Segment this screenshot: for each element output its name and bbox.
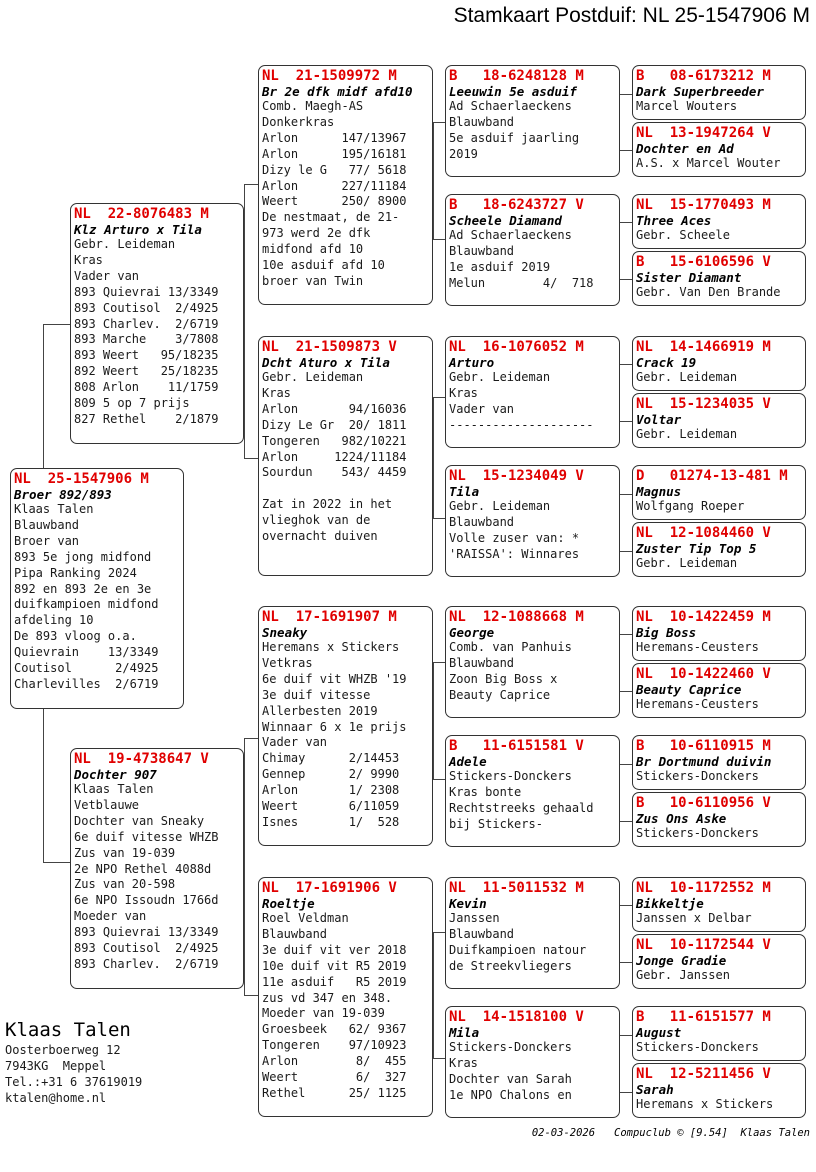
info-line: Donkerkras xyxy=(262,114,335,129)
pigeon-card-g6[interactable] xyxy=(632,393,806,448)
pigeon-name: Zuster Tip Top 5 xyxy=(636,541,757,556)
ring-number: NL 25-1547906 M xyxy=(14,471,149,487)
info-line: Quievrain 13/3349 xyxy=(14,645,159,660)
info-line: 892 Weert 25/18235 xyxy=(74,364,219,379)
info-line: Heremans x Stickers xyxy=(262,640,400,654)
connector-line xyxy=(620,279,632,280)
info-line: Ad Schaerlaeckens xyxy=(449,228,572,242)
info-line: 893 Coutisol 2/4925 xyxy=(74,300,219,315)
pigeon-name: Beauty Caprice xyxy=(636,682,742,697)
info-line: Gebr. Van Den Brande xyxy=(636,285,781,299)
connector-line xyxy=(433,1058,445,1059)
pigeon-card-mfm[interactable] xyxy=(445,735,620,847)
connector-line xyxy=(433,122,445,123)
info-line: Charlevilles 2/6719 xyxy=(14,676,159,691)
pigeon-card-fmm[interactable] xyxy=(445,465,620,577)
info-line: Arlon 8/ 455 xyxy=(262,1054,407,1069)
pigeon-card-g8[interactable] xyxy=(632,522,806,577)
connector-line xyxy=(244,738,258,739)
ring-number: NL 17-1691906 V xyxy=(262,880,397,896)
pigeon-name: Dochter 907 xyxy=(74,767,157,782)
pigeon-card-mff[interactable] xyxy=(445,606,620,718)
connector-line xyxy=(620,150,632,151)
info-line: Stickers-Donckers xyxy=(636,769,759,783)
info-line: Moeder van xyxy=(74,909,147,924)
ring-number: NL 17-1691907 M xyxy=(262,609,397,625)
pigeon-card-subject[interactable] xyxy=(10,468,184,709)
info-line xyxy=(262,481,429,497)
ring-number: NL 13-1947264 V xyxy=(636,125,771,141)
info-line: Duifkampioen natour xyxy=(449,942,587,957)
ring-number: NL 15-1770493 M xyxy=(636,197,771,213)
info-line: Vader van xyxy=(262,735,328,750)
connector-line xyxy=(433,662,434,779)
pigeon-name: Adele xyxy=(449,754,487,769)
pigeon-name: Sister Diamant xyxy=(636,270,742,285)
info-line: Gebr. Scheele xyxy=(636,228,730,242)
connector-line xyxy=(620,494,632,495)
info-line: Gebr. Leideman xyxy=(449,370,551,384)
info-line: Arlon 94/16036 xyxy=(262,401,407,416)
info-line: Isnes 1/ 528 xyxy=(262,814,400,829)
pigeon-card-g3[interactable] xyxy=(632,194,806,249)
info-line: Gebr. Leideman xyxy=(636,556,738,570)
info-line: Heremans x Stickers xyxy=(636,1097,774,1111)
connector-line xyxy=(244,458,258,459)
pigeon-name: Mila xyxy=(449,1025,480,1040)
pigeon-card-g7[interactable] xyxy=(632,465,806,520)
info-line: Comb. van Panhuis xyxy=(449,640,572,654)
connector-line xyxy=(433,932,434,1058)
info-line: Klaas Talen xyxy=(14,502,94,516)
info-line: Vader van xyxy=(449,401,515,416)
info-line: Rethel 25/ 1125 xyxy=(262,1085,407,1100)
info-line: Ad Schaerlaeckens xyxy=(449,99,572,113)
info-line: Vader van xyxy=(74,268,140,283)
info-line: Beauty Caprice xyxy=(449,687,551,702)
pigeon-name: Roeltje xyxy=(262,896,315,911)
pigeon-name: Voltar xyxy=(636,412,682,427)
info-line: Comb. Maegh-AS xyxy=(262,99,364,113)
info-line: 973 werd 2e dfk xyxy=(262,226,371,241)
ring-number: NL 10-1172544 V xyxy=(636,937,771,953)
info-line: Janssen xyxy=(449,911,500,925)
pigeon-card-g5[interactable] xyxy=(632,336,806,391)
pigeon-card-g13[interactable] xyxy=(632,877,806,932)
info-line: 893 Charlev. 2/6719 xyxy=(74,316,219,331)
connector-line xyxy=(620,364,632,365)
ring-number: NL 15-1234035 V xyxy=(636,396,771,412)
info-line: Gebr. Leideman xyxy=(74,237,176,251)
ring-number: B 18-6248128 M xyxy=(449,68,584,84)
pigeon-card-g2[interactable] xyxy=(632,122,806,177)
connector-line xyxy=(43,324,71,325)
info-line: duifkampioen midfond xyxy=(14,597,159,612)
info-line: 5e asduif jaarling xyxy=(449,130,580,145)
pigeon-card-mm[interactable] xyxy=(258,877,433,1117)
connector-line xyxy=(433,397,434,518)
owner-email[interactable]: ktalen@home.nl xyxy=(5,1091,107,1105)
info-line: overnacht duiven xyxy=(262,529,378,544)
info-line: Kras xyxy=(449,385,478,400)
info-line: Dizy Le Gr 20/ 1811 xyxy=(262,417,407,432)
pigeon-name: Dochter en Ad xyxy=(636,141,734,156)
info-line: 808 Arlon 11/1759 xyxy=(74,380,219,395)
footer-credits: 02-03-2026 Compuclub © [9.54] Klaas Talen xyxy=(531,1127,810,1139)
info-line: Blauwband xyxy=(449,655,515,670)
info-line: 2e NPO Rethel 4088d xyxy=(74,861,212,876)
info-line: Chimay 2/14453 xyxy=(262,751,400,766)
ring-number: NL 12-1084460 V xyxy=(636,525,771,541)
pigeon-name: Tila xyxy=(449,484,480,499)
info-line: Arlon 147/13967 xyxy=(262,130,407,145)
info-line: Roel Veldman xyxy=(262,911,349,925)
owner-phone: Tel.:+31 6 37619019 xyxy=(5,1075,143,1089)
info-line: 'RAISSA': Winnares xyxy=(449,546,580,561)
connector-line xyxy=(620,94,632,95)
info-line: A.S. x Marcel Wouter xyxy=(636,156,781,170)
info-line: De nestmaat, de 21- xyxy=(262,210,400,225)
pigeon-name: Crack 19 xyxy=(636,355,697,370)
connector-line xyxy=(620,1035,632,1036)
info-line: zus vd 347 en 348. xyxy=(262,990,393,1005)
pigeon-card-fmf[interactable] xyxy=(445,336,620,448)
page-title: Stamkaart Postduif: NL 25-1547906 M xyxy=(453,4,810,27)
pigeon-name: Sneaky xyxy=(262,625,308,640)
owner-block xyxy=(5,1018,142,1106)
connector-line xyxy=(433,932,445,933)
ring-number: B 18-6243727 V xyxy=(449,197,584,213)
info-line: 1e NPO Chalons en xyxy=(449,1087,572,1102)
info-line: Arlon 195/16181 xyxy=(262,146,407,161)
info-line: 893 Weert 95/18235 xyxy=(74,348,219,363)
info-line: Tongeren 982/10221 xyxy=(262,433,407,448)
info-line: Zus van 20-598 xyxy=(74,877,176,892)
pigeon-card-g4[interactable] xyxy=(632,251,806,306)
info-line: Zoon Big Boss x xyxy=(449,671,558,686)
info-line: Arlon 1/ 2308 xyxy=(262,783,400,798)
ring-number: B 15-6106596 V xyxy=(636,254,771,270)
info-line: 827 Rethel 2/1879 xyxy=(74,411,219,426)
info-line: broer van Twin xyxy=(262,273,364,288)
info-line: Kras xyxy=(74,252,103,267)
connector-line xyxy=(433,779,445,780)
info-line: 893 Quievrai 13/3349 xyxy=(74,925,219,940)
pigeon-name: Magnus xyxy=(636,484,682,499)
pigeon-card-mmf[interactable] xyxy=(445,877,620,989)
connector-line xyxy=(620,222,632,223)
info-line: Moeder van 19-039 xyxy=(262,1006,385,1021)
info-line: Gebr. Leideman xyxy=(449,499,551,513)
info-line: Gebr. Leideman xyxy=(262,370,364,384)
pigeon-name: Zus Ons Aske xyxy=(636,811,727,826)
info-line: 893 5e jong midfond xyxy=(14,549,152,564)
connector-line xyxy=(620,821,632,822)
info-line: 6e duif vit WHZB '19 xyxy=(262,671,407,686)
connector-line xyxy=(43,862,71,863)
info-line: Gennep 2/ 9990 xyxy=(262,767,400,782)
connector-line xyxy=(433,122,434,239)
info-line: 809 5 op 7 prijs xyxy=(74,396,190,411)
connector-line xyxy=(620,764,632,765)
pigeon-card-mother[interactable] xyxy=(70,748,244,989)
info-line: Pipa Ranking 2024 xyxy=(14,565,137,580)
info-line: afdeling 10 xyxy=(14,613,94,628)
info-line: 893 Charlev. 2/6719 xyxy=(74,956,219,971)
pigeon-name: George xyxy=(449,625,495,640)
info-line: midfond afd 10 xyxy=(262,242,364,257)
ring-number: B 08-6173212 M xyxy=(636,68,771,84)
info-line: 11e asduif R5 2019 xyxy=(262,974,407,989)
info-line: de Streekvliegers xyxy=(449,958,572,973)
info-line: Stickers-Donckers xyxy=(636,826,759,840)
info-line: 1e asduif 2019 xyxy=(449,259,551,274)
ring-number: NL 21-1509972 M xyxy=(262,68,397,84)
info-line: 10e asduif afd 10 xyxy=(262,258,385,273)
pigeon-name: Bikkeltje xyxy=(636,896,704,911)
connector-line xyxy=(244,738,245,996)
ring-number: NL 12-1088668 M xyxy=(449,609,584,625)
pigeon-name: Jonge Gradie xyxy=(636,953,727,968)
info-line: Zat in 2022 in het xyxy=(262,497,393,512)
pigeon-card-g9[interactable] xyxy=(632,606,806,661)
pigeon-name: Big Boss xyxy=(636,625,697,640)
info-line: Blauwband xyxy=(449,243,515,258)
connector-line xyxy=(244,184,258,185)
connector-line xyxy=(620,905,632,906)
info-line: Melun 4/ 718 xyxy=(449,275,594,290)
ring-number: NL 12-5211456 V xyxy=(636,1066,771,1082)
info-line: Arlon 1224/11184 xyxy=(262,449,407,464)
pigeon-card-fff[interactable] xyxy=(445,65,620,177)
info-line: Weert 6/11059 xyxy=(262,799,400,814)
info-line: Stickers-Donckers xyxy=(449,1040,572,1054)
pigeon-name: Dcht Aturo x Tila xyxy=(262,355,390,370)
pigeon-card-ff[interactable] xyxy=(258,65,433,305)
info-line: Blauwband xyxy=(449,114,515,129)
pigeon-card-ffm[interactable] xyxy=(445,194,620,306)
ring-number: NL 22-8076483 M xyxy=(74,206,209,222)
pigeon-card-mmm[interactable] xyxy=(445,1006,620,1118)
info-line: Vetblauwe xyxy=(74,797,140,812)
pigeon-name: Scheele Diamand xyxy=(449,213,562,228)
ring-number: NL 14-1518100 V xyxy=(449,1009,584,1025)
connector-line xyxy=(244,995,258,996)
info-line: 893 Coutisol 2/4925 xyxy=(74,941,219,956)
info-line: 10e duif vit R5 2019 xyxy=(262,958,407,973)
info-line: 2019 xyxy=(449,146,478,161)
connector-line xyxy=(43,708,44,863)
info-line: Gebr. Leideman xyxy=(636,370,738,384)
info-line: Kras xyxy=(262,385,291,400)
pigeon-card-mf[interactable] xyxy=(258,606,433,846)
connector-line xyxy=(433,239,445,240)
info-line: Blauwband xyxy=(14,517,80,532)
info-line: 6e NPO Issoudn 1766d xyxy=(74,893,219,908)
info-line: Klaas Talen xyxy=(74,782,154,796)
info-line: Rechtstreeks gehaald xyxy=(449,800,594,815)
info-line: Allerbesten 2019 xyxy=(262,703,378,718)
info-line: 6e duif vitesse WHZB xyxy=(74,829,219,844)
info-line: Blauwband xyxy=(262,926,328,941)
info-line: 3e duif vit ver 2018 xyxy=(262,942,407,957)
owner-postcode: 7943KG Meppel xyxy=(5,1059,107,1073)
info-line: Weert 6/ 327 xyxy=(262,1070,407,1085)
info-line: Kras xyxy=(449,1055,478,1070)
info-line: Stickers-Donckers xyxy=(449,769,572,783)
info-line: Kras bonte xyxy=(449,784,522,799)
info-line: Dochter van Sarah xyxy=(449,1071,572,1086)
pigeon-name: Three Aces xyxy=(636,213,712,228)
ring-number: NL 10-1422460 V xyxy=(636,666,771,682)
info-line: 893 Marche 3/7808 xyxy=(74,332,219,347)
info-line: Dochter van Sneaky xyxy=(74,813,205,828)
info-line: Gebr. Janssen xyxy=(636,968,730,982)
pigeon-card-g1[interactable] xyxy=(632,65,806,120)
ring-number: D 01274-13-481 M xyxy=(636,468,788,484)
pigeon-card-g16[interactable] xyxy=(632,1063,806,1118)
info-line: -------------------- xyxy=(449,417,594,432)
connector-line xyxy=(433,397,445,398)
ring-number: B 10-6110915 M xyxy=(636,738,771,754)
ring-number: B 11-6151581 V xyxy=(449,738,584,754)
connector-line xyxy=(433,518,445,519)
connector-line xyxy=(620,421,632,422)
info-line: 893 Quievrai 13/3349 xyxy=(74,284,219,299)
owner-address: Oosterboerweg 12 xyxy=(5,1043,121,1057)
connector-line xyxy=(620,691,632,692)
connector-line xyxy=(620,551,632,552)
info-line: 892 en 893 2e en 3e xyxy=(14,581,152,596)
pigeon-card-g14[interactable] xyxy=(632,934,806,989)
info-line: Blauwband xyxy=(449,514,515,529)
pigeon-name: Br Dortmund duivin xyxy=(636,754,772,769)
pigeon-name: Arturo xyxy=(449,355,495,370)
info-line: Heremans-Ceusters xyxy=(636,640,759,654)
pigeon-card-g15[interactable] xyxy=(632,1006,806,1061)
info-line: Marcel Wouters xyxy=(636,99,738,113)
info-line: Vetkras xyxy=(262,655,313,670)
ring-number: NL 21-1509873 V xyxy=(262,339,397,355)
info-line: Weert 250/ 8900 xyxy=(262,194,407,209)
pigeon-name: August xyxy=(636,1025,682,1040)
pigeon-name: Sarah xyxy=(636,1082,674,1097)
info-line: Coutisol 2/4925 xyxy=(14,661,159,676)
info-line: Wolfgang Roeper xyxy=(636,499,745,513)
info-line: Sourdun 543/ 4459 xyxy=(262,465,407,480)
ring-number: NL 19-4738647 V xyxy=(74,751,209,767)
ring-number: NL 10-1172552 M xyxy=(636,880,771,896)
connector-line xyxy=(244,184,245,459)
info-line: Groesbeek 62/ 9367 xyxy=(262,1022,407,1037)
pigeon-card-g12[interactable] xyxy=(632,792,806,847)
pigeon-card-fm[interactable] xyxy=(258,336,433,576)
pigeon-card-g11[interactable] xyxy=(632,735,806,790)
connector-line xyxy=(620,962,632,963)
connector-line xyxy=(43,324,44,469)
info-line: Zus van 19-039 xyxy=(74,845,176,860)
ring-number: NL 11-5011532 M xyxy=(449,880,584,896)
pigeon-name: Dark Superbreeder xyxy=(636,84,764,99)
pigeon-card-g10[interactable] xyxy=(632,663,806,718)
info-line: Janssen x Delbar xyxy=(636,911,752,925)
ring-number: NL 15-1234049 V xyxy=(449,468,584,484)
info-line: 3e duif vitesse xyxy=(262,687,371,702)
info-line: Heremans-Ceusters xyxy=(636,697,759,711)
pigeon-name: Broer 892/893 xyxy=(14,487,112,502)
pigeon-name: Klz Arturo x Tila xyxy=(74,222,202,237)
connector-line xyxy=(620,634,632,635)
ring-number: B 11-6151577 M xyxy=(636,1009,771,1025)
info-line: Dizy le G 77/ 5618 xyxy=(262,162,407,177)
info-line: De 893 vloog o.a. xyxy=(14,629,137,644)
ring-number: NL 14-1466919 M xyxy=(636,339,771,355)
ring-number: B 10-6110956 V xyxy=(636,795,771,811)
info-line: Gebr. Leideman xyxy=(636,427,738,441)
pigeon-card-father[interactable] xyxy=(70,203,244,444)
connector-line xyxy=(620,1092,632,1093)
info-line: Volle zuser van: * xyxy=(449,530,580,545)
info-line: Tongeren 97/10923 xyxy=(262,1038,407,1053)
connector-line xyxy=(433,662,445,663)
info-line: Blauwband xyxy=(449,926,515,941)
pigeon-name: Br 2e dfk midf afd10 xyxy=(262,84,413,99)
owner-name: Klaas Talen xyxy=(5,1019,131,1041)
pigeon-name: Kevin xyxy=(449,896,487,911)
info-line: Broer van xyxy=(14,533,80,548)
info-line: Stickers-Donckers xyxy=(636,1040,759,1054)
info-line: bij Stickers- xyxy=(449,816,543,831)
pigeon-name: Leeuwin 5e asduif xyxy=(449,84,577,99)
info-line: Arlon 227/11184 xyxy=(262,178,407,193)
info-line: Winnaar 6 x 1e prijs xyxy=(262,719,407,734)
ring-number: NL 10-1422459 M xyxy=(636,609,771,625)
info-line: vlieghok van de xyxy=(262,513,371,528)
ring-number: NL 16-1076052 M xyxy=(449,339,584,355)
